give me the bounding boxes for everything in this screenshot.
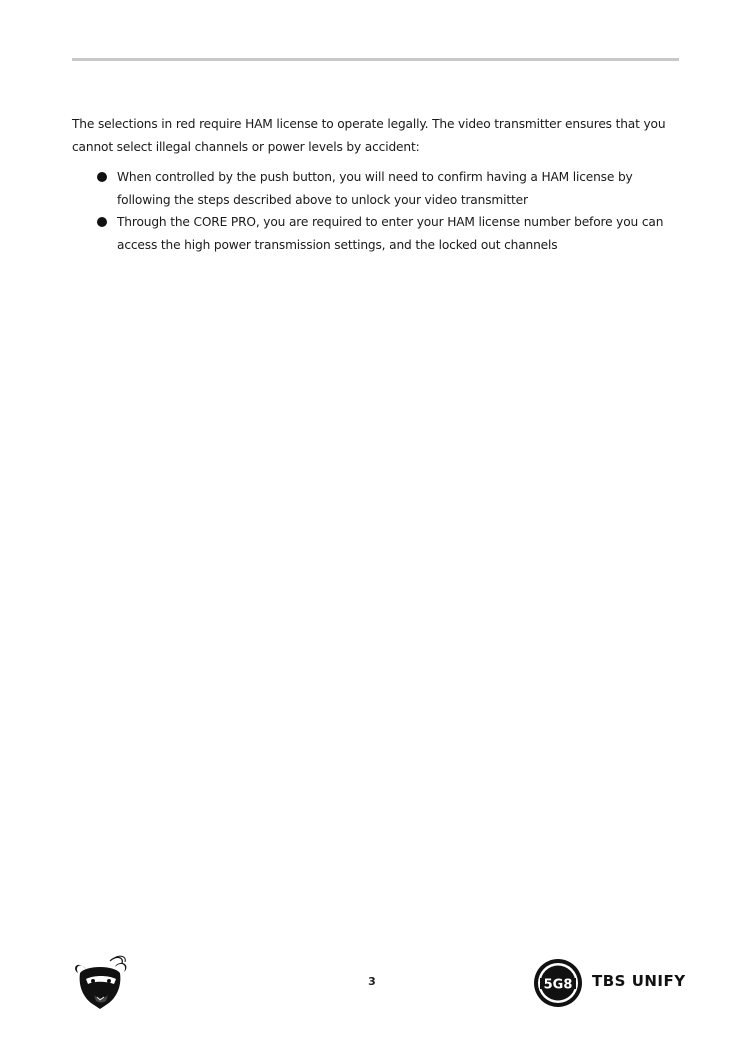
page-number: 3 [368,975,376,988]
bullet-text: When controlled by the push button, you will need to confirm having a HAM license by following the steps described above to unlock your video transmitter [117,170,633,207]
document-body [72,113,672,256]
5g8-badge-icon [533,958,583,1008]
bullet-text: Through the CORE PRO, you are required to enter your HAM license number before you can access the high power transmission settings, and the locked out channels [117,215,664,252]
brand-title: TBS UNIFY [592,972,686,990]
intro-paragraph: The selections in red require HAM license to operate legally. The video transmitter ensures that you cannot select illegal channels or power levels by accident: [72,117,666,154]
badge-label: 5G8 [543,977,573,993]
list-item [72,166,672,211]
list-item [72,211,672,256]
bullet-list [72,166,672,256]
header-rule [72,58,679,61]
bullet-icon [97,217,107,227]
bullet-icon [97,172,107,182]
sheep-logo-icon [70,953,132,1011]
